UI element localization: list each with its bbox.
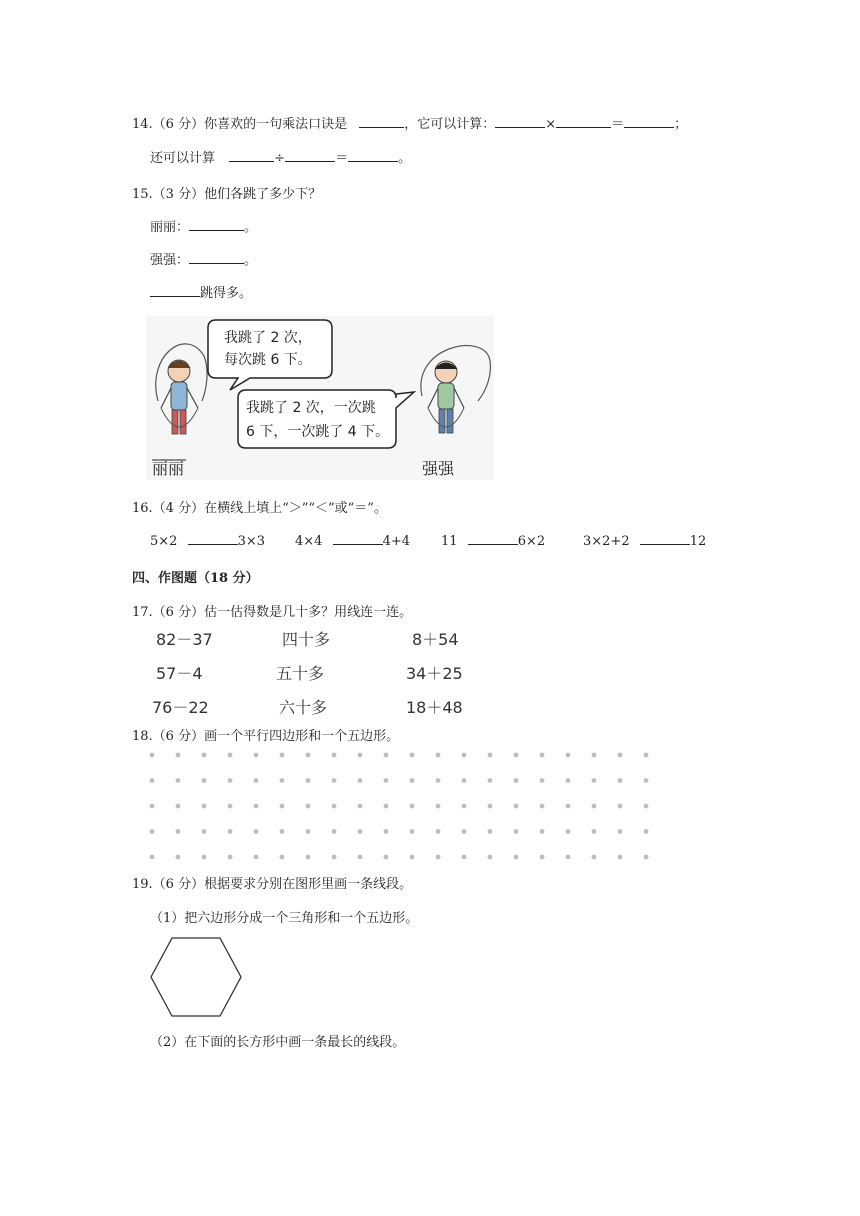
- grid-dot[interactable]: [280, 829, 285, 834]
- q19-hexagon[interactable]: [148, 936, 244, 1018]
- grid-dot[interactable]: [410, 778, 415, 783]
- grid-dot[interactable]: [618, 855, 623, 860]
- q15-blank-who[interactable]: [150, 284, 200, 297]
- qiangqiang-bubble-line1: 我跳了 2 次，一次跳: [246, 400, 376, 416]
- grid-dot[interactable]: [150, 804, 155, 809]
- grid-dot[interactable]: [644, 753, 649, 758]
- grid-dot[interactable]: [462, 829, 467, 834]
- q17-label: 17.（6 分）估一估得数是几十多？用线连一连。: [132, 605, 413, 620]
- grid-dot[interactable]: [176, 855, 181, 860]
- grid-dot[interactable]: [514, 855, 519, 860]
- q16-item-2: [295, 532, 410, 549]
- name-qiangqiang: 强强: [422, 459, 455, 478]
- q14-blank-factor2[interactable]: [556, 115, 611, 128]
- section-4-title: 四、作图题（18 分）: [132, 571, 259, 586]
- q17-right-3[interactable]: 18＋48: [406, 698, 463, 717]
- q17-middle-2[interactable]: 五十多: [276, 664, 325, 683]
- q17-right-2[interactable]: 34＋25: [406, 664, 463, 683]
- q16-item-2-left: 4×4: [295, 534, 323, 549]
- q14-blank-dividend[interactable]: [229, 149, 274, 162]
- q14-period: 。: [398, 151, 412, 166]
- grid-dot[interactable]: [436, 804, 441, 809]
- grid-dot[interactable]: [436, 753, 441, 758]
- q14-line2: [150, 147, 411, 166]
- grid-dot[interactable]: [176, 778, 181, 783]
- grid-dot[interactable]: [202, 804, 207, 809]
- q15-illustration: [146, 316, 494, 480]
- grid-dot[interactable]: [332, 753, 337, 758]
- grid-dot[interactable]: [280, 804, 285, 809]
- grid-dot[interactable]: [410, 753, 415, 758]
- grid-dot[interactable]: [384, 829, 389, 834]
- q14-eq: ＝: [611, 117, 625, 132]
- grid-dot[interactable]: [514, 829, 519, 834]
- grid-dot[interactable]: [410, 829, 415, 834]
- grid-dot[interactable]: [592, 804, 597, 809]
- q17-left-3[interactable]: 76－22: [152, 698, 209, 717]
- grid-dot[interactable]: [488, 804, 493, 809]
- q17-right-1[interactable]: 8＋54: [412, 630, 459, 649]
- q18-label: 18.（6 分）画一个平行四边形和一个五边形。: [132, 729, 400, 744]
- q15-more-row: [150, 282, 252, 301]
- grid-dot[interactable]: [566, 778, 571, 783]
- grid-dot[interactable]: [462, 855, 467, 860]
- grid-dot[interactable]: [488, 829, 493, 834]
- grid-dot[interactable]: [150, 778, 155, 783]
- grid-dot[interactable]: [462, 753, 467, 758]
- q15-qiangqiang-label: 强强：: [150, 253, 190, 268]
- q14-mid: ，它可以计算：: [404, 117, 496, 132]
- grid-dot[interactable]: [176, 753, 181, 758]
- grid-dot[interactable]: [618, 753, 623, 758]
- grid-dot[interactable]: [176, 829, 181, 834]
- grid-dot[interactable]: [358, 804, 363, 809]
- q15-label: 15.（3 分）他们各跳了多少下？: [132, 187, 322, 202]
- grid-dot[interactable]: [254, 778, 259, 783]
- q19-part1: （1）把六边形分成一个三角形和一个五边形。: [150, 911, 419, 926]
- q16-blank-4[interactable]: [640, 532, 690, 545]
- grid-dot[interactable]: [540, 829, 545, 834]
- q16-item-4: [583, 532, 706, 549]
- grid-dot[interactable]: [592, 855, 597, 860]
- q15-period-2: 。: [244, 253, 258, 268]
- name-lili: 丽丽: [152, 459, 185, 478]
- grid-dot[interactable]: [332, 778, 337, 783]
- grid-dot[interactable]: [618, 778, 623, 783]
- grid-dot[interactable]: [254, 804, 259, 809]
- grid-dot[interactable]: [384, 778, 389, 783]
- grid-dot[interactable]: [514, 778, 519, 783]
- q16-item-3-right: 6×2: [517, 534, 546, 549]
- grid-dot[interactable]: [644, 778, 649, 783]
- grid-dot[interactable]: [592, 829, 597, 834]
- q16-item-4-left: 3×2+2: [583, 534, 630, 549]
- grid-dot[interactable]: [332, 804, 337, 809]
- q16-item-3-left: 11: [441, 534, 458, 549]
- grid-dot[interactable]: [488, 753, 493, 758]
- q16-item-1-right: 3×3: [237, 534, 266, 549]
- grid-dot[interactable]: [384, 804, 389, 809]
- q15-lili-row: [150, 216, 257, 235]
- grid-dot[interactable]: [410, 804, 415, 809]
- q14-divide: ÷: [274, 151, 286, 166]
- grid-dot[interactable]: [540, 778, 545, 783]
- q17-left-1[interactable]: 82－37: [156, 630, 213, 649]
- q14-label: 14.（6 分）你喜欢的一句乘法口诀是: [132, 117, 348, 132]
- q19-label: 19.（6 分）根据要求分别在图形里画一条线段。: [132, 877, 413, 892]
- q17-middle-3[interactable]: 六十多: [279, 698, 328, 717]
- grid-dot[interactable]: [280, 778, 285, 783]
- grid-dot[interactable]: [540, 804, 545, 809]
- q18-dot-grid[interactable]: [144, 746, 650, 866]
- q14-blank-quotient[interactable]: [348, 149, 398, 162]
- grid-dot[interactable]: [228, 804, 233, 809]
- q14-end: ；: [674, 117, 688, 132]
- grid-dot[interactable]: [644, 829, 649, 834]
- q14-blank-product[interactable]: [624, 115, 674, 128]
- grid-dot[interactable]: [202, 753, 207, 758]
- q16-blank-1[interactable]: [188, 532, 238, 545]
- grid-dot[interactable]: [436, 855, 441, 860]
- q14-blank-mnemonic[interactable]: [359, 115, 404, 128]
- q16-label: 16.（4 分）在横线上填上“＞”“＜”或“＝”。: [132, 501, 387, 516]
- grid-dot[interactable]: [228, 753, 233, 758]
- grid-dot[interactable]: [618, 829, 623, 834]
- grid-dot[interactable]: [254, 829, 259, 834]
- q14-line2-label: 还可以计算: [150, 151, 216, 166]
- grid-dot[interactable]: [514, 753, 519, 758]
- grid-dot[interactable]: [592, 753, 597, 758]
- grid-dot[interactable]: [306, 778, 311, 783]
- grid-dot[interactable]: [358, 778, 363, 783]
- q15-qiangqiang-row: [150, 249, 257, 268]
- qiangqiang-bubble-line2: 6 下，一次跳了 4 下。: [246, 424, 390, 440]
- grid-dot[interactable]: [254, 855, 259, 860]
- q16-blank-3[interactable]: [468, 532, 518, 545]
- q14-blank-factor1[interactable]: [495, 115, 545, 128]
- grid-dot[interactable]: [306, 829, 311, 834]
- grid-dot[interactable]: [566, 855, 571, 860]
- grid-dot[interactable]: [280, 753, 285, 758]
- grid-dot[interactable]: [306, 804, 311, 809]
- grid-dot[interactable]: [150, 753, 155, 758]
- grid-dot[interactable]: [306, 753, 311, 758]
- grid-dot[interactable]: [644, 804, 649, 809]
- grid-dot[interactable]: [384, 855, 389, 860]
- grid-dot[interactable]: [410, 855, 415, 860]
- grid-dot[interactable]: [228, 855, 233, 860]
- grid-dot[interactable]: [358, 753, 363, 758]
- grid-dot[interactable]: [540, 753, 545, 758]
- q14-times: ×: [545, 117, 557, 132]
- q16-item-1: [150, 532, 265, 549]
- grid-dot[interactable]: [228, 829, 233, 834]
- grid-dot[interactable]: [462, 778, 467, 783]
- qiangqiang-speech-bubble: [238, 390, 414, 448]
- grid-dot[interactable]: [358, 855, 363, 860]
- grid-dot[interactable]: [202, 829, 207, 834]
- grid-dot[interactable]: [436, 829, 441, 834]
- grid-dot[interactable]: [566, 804, 571, 809]
- grid-dot[interactable]: [306, 855, 311, 860]
- grid-dot[interactable]: [176, 804, 181, 809]
- grid-dot[interactable]: [150, 855, 155, 860]
- q15-blank-lili[interactable]: [189, 218, 244, 231]
- grid-dot[interactable]: [514, 804, 519, 809]
- q15-period-1: 。: [244, 220, 258, 235]
- q16-blank-2[interactable]: [333, 532, 383, 545]
- q17-middle-1[interactable]: 四十多: [282, 630, 331, 649]
- grid-dot[interactable]: [332, 829, 337, 834]
- q14-eq2: ＝: [335, 151, 349, 166]
- q19-part2: （2）在下面的长方形中画一条最长的线段。: [150, 1035, 406, 1050]
- grid-dot[interactable]: [280, 855, 285, 860]
- grid-dot[interactable]: [254, 753, 259, 758]
- grid-dot[interactable]: [436, 778, 441, 783]
- q14-blank-divisor[interactable]: [285, 149, 335, 162]
- grid-dot[interactable]: [228, 778, 233, 783]
- q16-item-4-right: 12: [689, 534, 707, 549]
- q17-left-2[interactable]: 57－4: [156, 664, 203, 683]
- grid-dot[interactable]: [540, 855, 545, 860]
- grid-dot[interactable]: [488, 855, 493, 860]
- lili-bubble-line1: 我跳了 2 次，: [224, 330, 312, 346]
- grid-dot[interactable]: [202, 855, 207, 860]
- grid-dot[interactable]: [566, 829, 571, 834]
- q16-item-1-left: 5×2: [150, 534, 178, 549]
- q16-item-3: [441, 532, 545, 549]
- grid-dot[interactable]: [384, 753, 389, 758]
- grid-dot[interactable]: [644, 855, 649, 860]
- grid-dot[interactable]: [332, 855, 337, 860]
- grid-dot[interactable]: [618, 804, 623, 809]
- grid-dot[interactable]: [150, 829, 155, 834]
- grid-dot[interactable]: [462, 804, 467, 809]
- q15-more-suffix: 跳得多。: [200, 286, 253, 301]
- grid-dot[interactable]: [488, 778, 493, 783]
- grid-dot[interactable]: [202, 778, 207, 783]
- q15-blank-qiangqiang[interactable]: [189, 251, 244, 264]
- q16-item-2-right: 4+4: [382, 534, 411, 549]
- grid-dot[interactable]: [566, 753, 571, 758]
- q14-line1: [132, 113, 687, 132]
- grid-dot[interactable]: [592, 778, 597, 783]
- lili-bubble-line2: 每次跳 6 下。: [224, 352, 312, 368]
- hexagon-shape[interactable]: [151, 938, 241, 1016]
- grid-dot[interactable]: [358, 829, 363, 834]
- q15-lili-label: 丽丽：: [150, 220, 190, 235]
